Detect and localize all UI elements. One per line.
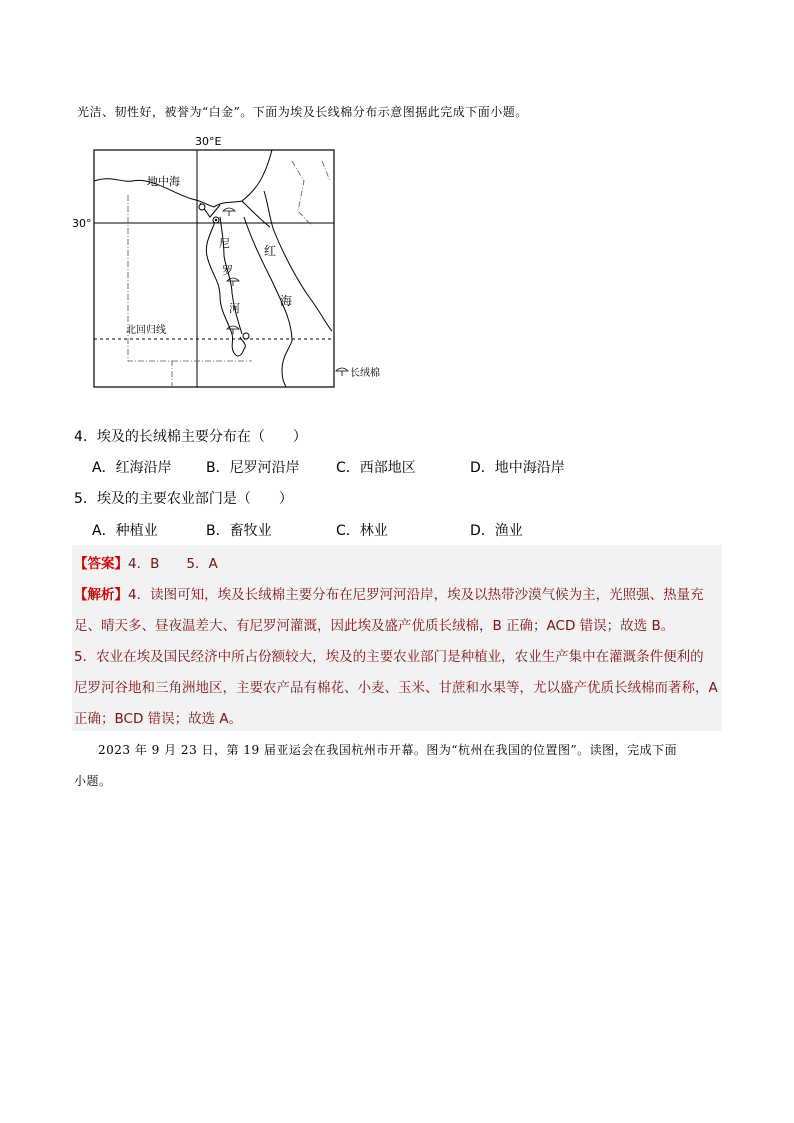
answer-line xyxy=(74,552,218,572)
legend-label: 长绒棉 xyxy=(350,368,380,379)
tropic-label: 北回归线 xyxy=(126,325,166,336)
cotton-icon xyxy=(223,208,235,216)
egypt-cotton-map xyxy=(72,131,392,391)
river-char-1: 尼 xyxy=(219,237,230,250)
mediterranean-coast xyxy=(94,150,272,207)
analysis-line-5: 正确；BCD 错误；故选 A。 xyxy=(74,711,243,727)
west-border xyxy=(128,195,172,387)
q4-option-d[interactable]: D．地中海沿岸 xyxy=(470,460,565,476)
q5-option-c[interactable]: C．林业 xyxy=(336,523,388,539)
sea-label: 地中海 xyxy=(147,175,180,188)
analysis-line-4: 尼罗河谷地和三角洲地区，主要农产品有棉花、小麦、玉米、甘蔗和水果等，尤以盛产优质长绒棉而著称，A xyxy=(74,680,718,696)
answer-tag: 【答案】 xyxy=(74,556,128,572)
answer-panel xyxy=(72,545,722,731)
red-sea-east-coast xyxy=(264,191,332,331)
q5-option-a[interactable]: A．种植业 xyxy=(92,523,158,539)
intro-text: 光洁、韧性好，被誉为“白金”。下面为埃及长线棉分布示意图据此完成下面小题。 xyxy=(77,105,528,119)
lat-label: 30° xyxy=(72,217,92,230)
river-char-3: 河 xyxy=(229,302,240,315)
next-intro-line-2: 小题。 xyxy=(74,774,112,788)
legend-cotton-icon xyxy=(336,368,348,376)
question-4-stem: 4．埃及的长绒棉主要分布在（ ） xyxy=(74,429,307,445)
map-frame xyxy=(94,150,334,387)
q5-option-b[interactable]: B．畜牧业 xyxy=(206,523,272,539)
q5-option-d[interactable]: D．渔业 xyxy=(470,523,523,539)
analysis-line-3: 5．农业在埃及国民经济中所占份额较大，埃及的主要农业部门是种植业，农业生产集中在灌溉条件便利的 xyxy=(74,649,704,665)
red-sea-char-1: 红 xyxy=(264,244,277,258)
red-sea-char-2: 海 xyxy=(280,294,293,308)
analysis-line-2: 足、晴天多、昼夜温差大、有尼罗河灌溉，因此埃及盛产优质长绒棉，B 正确；ACD 错误；故选 B。 xyxy=(74,618,675,634)
next-intro-line-1: 2023 年 9 月 23 日，第 19 届亚运会在我国杭州市开幕。图为“杭州在我国的位置图”。读图，完成下面 xyxy=(98,743,678,757)
answer-text: 4．B 5．A xyxy=(128,556,218,572)
analysis-line-1 xyxy=(74,583,704,603)
east-border xyxy=(292,161,312,226)
q4-option-c[interactable]: C．西部地区 xyxy=(336,460,416,476)
analysis-text-1: 4．读图可知，埃及长绒棉主要分布在尼罗河河沿岸，埃及以热带沙漠气候为主，光照强、热量充 xyxy=(128,587,704,603)
cotton-icon xyxy=(227,278,239,286)
question-5-stem: 5．埃及的主要农业部门是（ ） xyxy=(74,491,293,507)
cotton-icon xyxy=(227,326,239,334)
lon-label: 30°E xyxy=(195,135,222,148)
river-char-2: 罗 xyxy=(222,264,233,277)
city-aswan xyxy=(243,333,249,339)
q4-option-a[interactable]: A．红海沿岸 xyxy=(92,460,172,476)
city-alexandria xyxy=(199,204,205,210)
q4-option-b[interactable]: B．尼罗河沿岸 xyxy=(206,460,300,476)
east-border-2 xyxy=(322,161,330,181)
analysis-tag: 【解析】 xyxy=(74,587,128,603)
